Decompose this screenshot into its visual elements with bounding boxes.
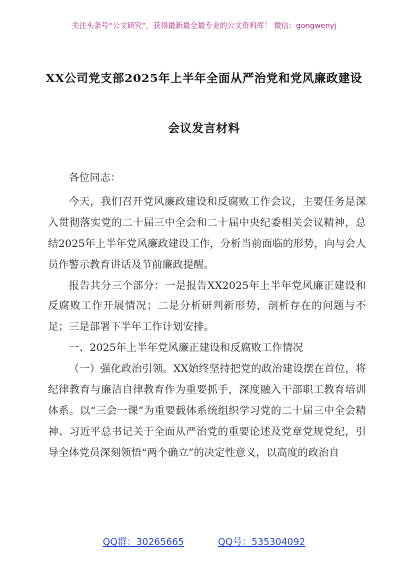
footer-qq-group: QQ群：30265665 (102, 537, 185, 548)
header-banner: 关注头条号“公文研究”，获得最新最全最专业的公文资料库！ 微信：gongwenyj (71, 21, 337, 30)
section-heading: 一、2025年上半年党风廉正建设和反腐败工作情况 (68, 342, 304, 355)
footer (0, 534, 408, 548)
paragraph-outline: 报告共分三个部分：一是报告XX2025年上半年党风廉正建设和反腐败工作开展情况；二是分析研判新形势，剖析存在的问题与不足；三是部署下半年工作计划安排。 (48, 279, 366, 334)
paragraph-political-guidance: （一）强化政治引领。XX始终坚持把党的政治建设摆在首位，将纪律教育与廉洁自律教育作为重要抓手，深度融入干部职工教育培训体系。以“三会一课”为重要载体系统组织学习党的二十届三中全会精神、习近平总书记关于全面从严治党的重要论述及党章党规党纪，引导全体党员深刻领悟“两个确立”的决定性意义，以高度的政治自 (48, 363, 366, 459)
document-title-line2: 会议发言材料 (168, 121, 240, 135)
salutation: 各位同志： (68, 172, 121, 184)
document-title-line1: XX公司党支部2025年上半年全面从严治党和党风廉政建设 (45, 71, 363, 85)
paragraph-intro: 今天，我们召开党风廉政建设和反腐败工作会议，主要任务是深入贯彻落实党的二十届三中全会和二十届中央纪委相关会议精神，总结2025年上半年党风廉政建设工作，分析当前面临的形势，向与会人员作警示教育讲话及节前廉政提醒。 (48, 195, 366, 271)
document-body (48, 168, 366, 464)
footer-qq-number: QQ号：535304092 (218, 537, 306, 548)
